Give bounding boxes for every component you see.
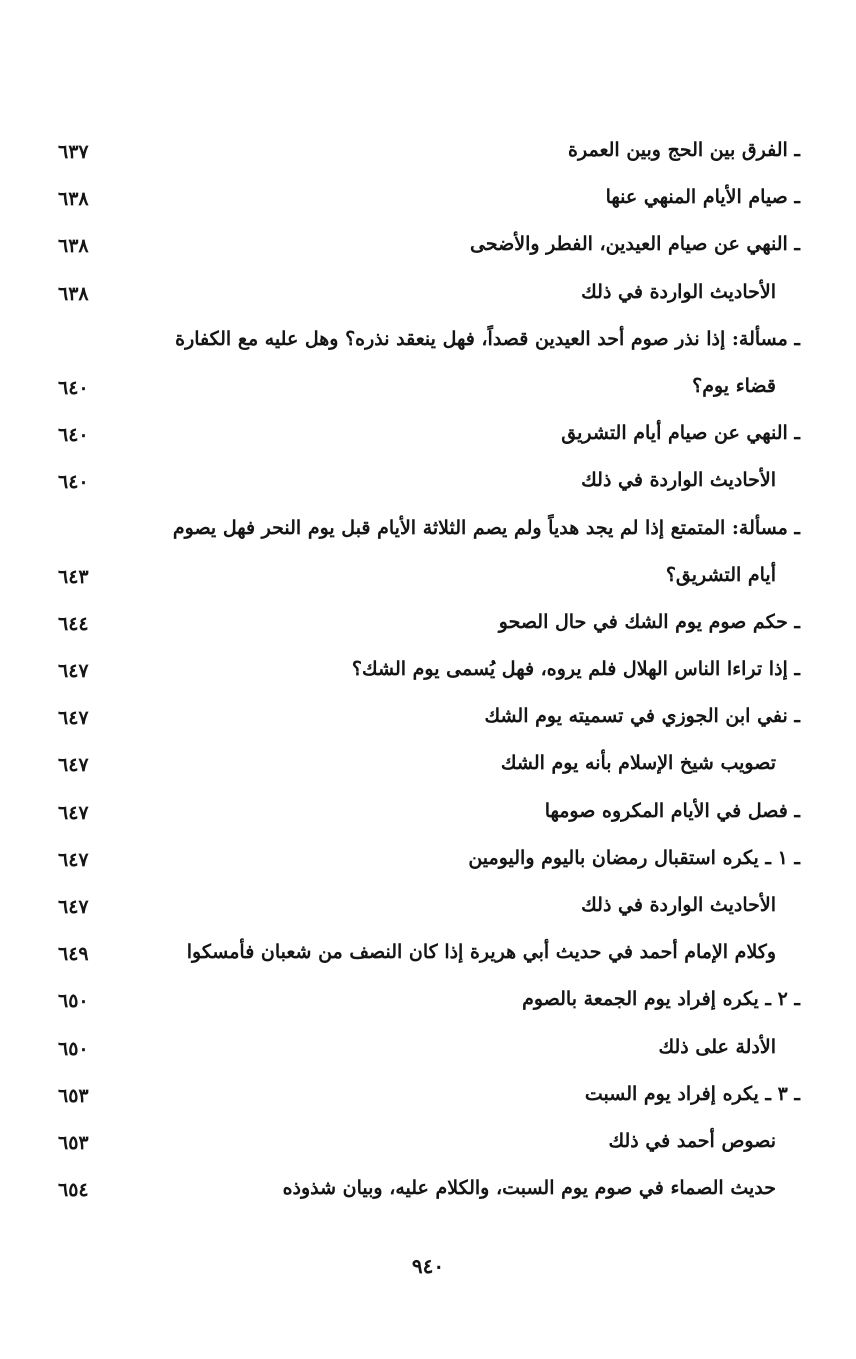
toc-entry-title: ـ صيام الأيام المنهي عنها [605,186,800,209]
toc-entry [50,794,800,841]
toc-entry-title: نصوص أحمد في ذلك [608,1129,776,1152]
toc-entry-title: ـ النهي عن صيام أيام التشريق [561,422,800,445]
toc-entry-title: حديث الصماء في صوم يوم السبت، والكلام عليه، وبيان شذوذه [282,1177,776,1200]
toc-entry-title: ـ ١ ـ يكره استقبال رمضان باليوم واليومين [468,846,800,869]
toc-entry [50,841,800,888]
toc-entry-title: ـ نفي ابن الجوزي في تسميته يوم الشك [484,705,800,728]
toc-entry-title: ـ ٣ ـ يكره إفراد يوم السبت [584,1082,800,1105]
toc-entry-page: ٦٤٣ [58,565,89,588]
toc-entry-page: ٦٤٧ [58,848,89,871]
toc-entry-page: ٦٥٠ [58,1037,89,1060]
toc-entry-title: ـ حكم صوم يوم الشك في حال الصحو [498,610,800,633]
toc-entry [50,1077,800,1124]
toc-entry-title: ـ النهي عن صيام العيدين، الفطر والأضحى [470,233,800,256]
toc-entry-page: ٦٣٨ [58,188,89,211]
toc-entry-page: ٦٥٤ [58,1179,89,1202]
toc-entry [50,180,800,227]
toc-entry [50,322,800,369]
toc-entry-page: ٦٤٧ [58,707,89,730]
toc-entry-page: ٦٤٧ [58,801,89,824]
toc-entry-title: ـ ٢ ـ يكره إفراد يوم الجمعة بالصوم [522,988,800,1011]
toc-entry [50,1030,800,1077]
toc-entry-page: ٦٣٨ [58,282,89,305]
table-of-contents [50,133,800,1218]
toc-entry-title: الأحاديث الواردة في ذلك [581,280,776,303]
toc-entry-page: ٦٥٠ [58,990,89,1013]
page-number: ٩٤٠ [411,1254,445,1278]
toc-entry-page: ٦٣٨ [58,235,89,258]
toc-entry-page: ٦٤٠ [58,424,89,447]
toc-entry [50,605,800,652]
toc-entry-title: الأدلة على ذلك [658,1035,776,1058]
toc-entry-title: الأحاديث الواردة في ذلك [581,469,776,492]
toc-entry-title: أيام التشريق؟ [665,563,776,586]
toc-entry [50,511,800,558]
toc-entry [50,227,800,274]
toc-entry [50,652,800,699]
toc-entry-page: ٦٣٧ [58,141,89,163]
toc-entry [50,1124,800,1171]
toc-entry-page: ٦٤٧ [58,754,89,777]
toc-entry-title: الأحاديث الواردة في ذلك [581,894,776,916]
toc-entry-page: ٦٤٩ [58,943,89,966]
toc-entry-title: ـ فصل في الأيام المكروه صومها [544,799,800,822]
toc-entry [50,982,800,1029]
toc-entry [50,888,800,935]
toc-entry-title: ـ الفرق بين الحج وبين العمرة [568,139,800,161]
toc-entry [50,1171,800,1218]
toc-entry [50,935,800,982]
toc-entry-title: ـ مسألة: إذا نذر صوم أحد العيدين قصداً، فهل ينعقد نذره؟ وهل عليه مع الكفارة [175,327,800,350]
toc-entry [50,699,800,746]
toc-entry-page: ٦٤٠ [58,376,89,399]
toc-entry-page: ٦٤٠ [58,471,89,494]
toc-entry-page: ٦٥٣ [58,1131,89,1154]
toc-entry-page: ٦٤٤ [58,612,89,635]
toc-entry [50,746,800,793]
toc-entry-title: تصويب شيخ الإسلام بأنه يوم الشك [500,752,776,775]
toc-entry [50,558,800,605]
toc-entry [50,416,800,463]
toc-entry-title: وكلام الإمام أحمد في حديث أبي هريرة إذا كان النصف من شعبان فأمسكوا [186,941,776,964]
toc-entry [50,463,800,510]
toc-entry [50,133,800,180]
toc-entry-page: ٦٤٧ [58,660,89,683]
toc-entry-title: قضاء يوم؟ [692,374,776,397]
toc-entry [50,369,800,416]
toc-entry-title: ـ إذا تراءا الناس الهلال فلم يروه، فهل يُسمى يوم الشك؟ [351,658,800,681]
toc-entry-page: ٦٥٣ [58,1084,89,1107]
toc-entry-page: ٦٤٧ [58,896,89,918]
toc-entry [50,275,800,322]
toc-entry-title: ـ مسألة: المتمتع إذا لم يجد هدياً ولم يصم الثلاثة الأيام قبل يوم النحر فهل يصوم [172,516,800,539]
